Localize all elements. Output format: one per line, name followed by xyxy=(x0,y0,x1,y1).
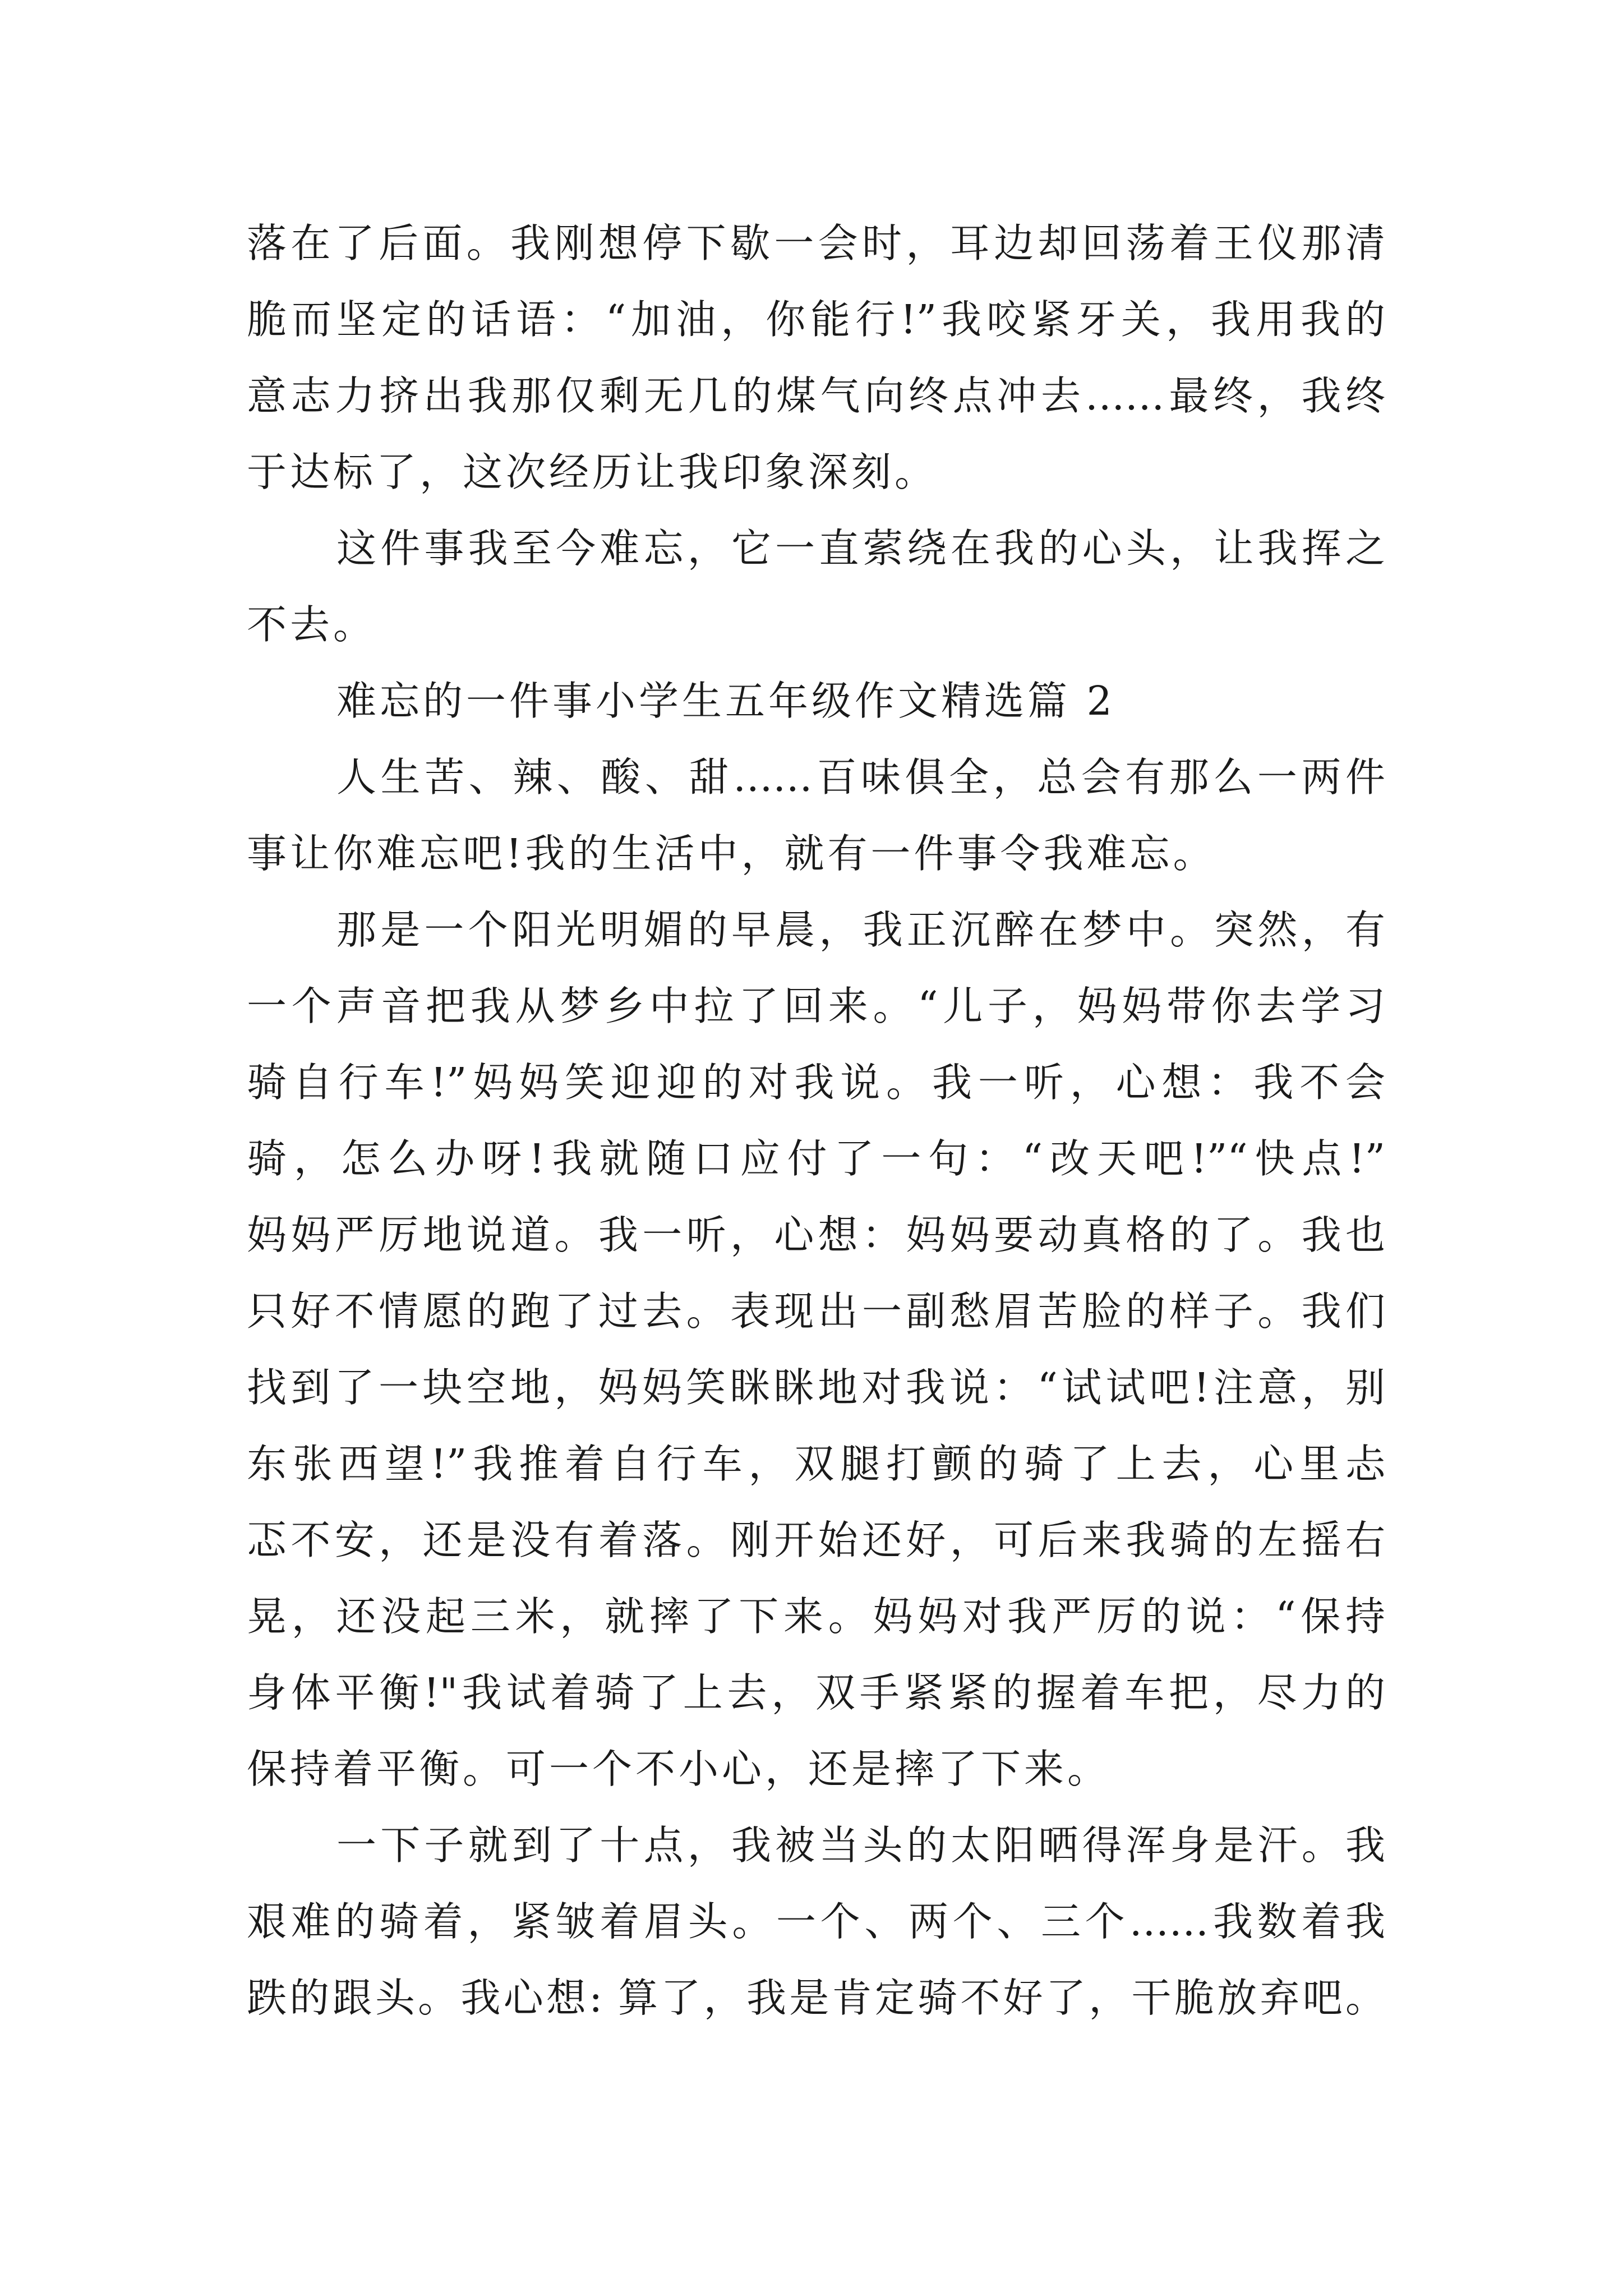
text-line: 找到了一块空地，妈妈笑眯眯地对我说：“试试吧!注意，别 xyxy=(247,1364,1385,1411)
text-line: 保持着平衡。可一个不小心，还是摔了下来。 xyxy=(247,1746,1111,1792)
text-line: 骑自行车!”妈妈笑迎迎的对我说。我一听，心想：我不会 xyxy=(247,1059,1385,1106)
text-line: 东张西望!”我推着自行车，双腿打颤的骑了上去，心里忐 xyxy=(247,1441,1385,1487)
text-line: 一个声音把我从梦乡中拉了回来。“儿子，妈妈带你去学习 xyxy=(247,983,1385,1029)
text-line: 忑不安，还是没有着落。刚开始还好，可后来我骑的左摇右 xyxy=(247,1517,1385,1563)
text-line: 意志力挤出我那仅剩无几的煤气向终点冲去……最终，我终 xyxy=(247,372,1385,419)
text-line: 这件事我至今难忘，它一直萦绕在我的心头，让我挥之 xyxy=(336,525,1385,572)
text-line: 一下子就到了十点，我被当头的太阳晒得浑身是汗。我 xyxy=(336,1822,1385,1869)
text-line: 骑，怎么办呀!我就随口应付了一句：“改天吧!”“快点!” xyxy=(247,1135,1385,1182)
text-line: 身体平衡!"我试着骑了上去，双手紧紧的握着车把，尽力的 xyxy=(247,1669,1385,1716)
text-line: 艰难的骑着，紧皱着眉头。一个、两个、三个……我数着我 xyxy=(247,1898,1385,1945)
section-heading: 难忘的一件事小学生五年级作文精选篇 2 xyxy=(336,678,1115,724)
text-line: 落在了后面。我刚想停下歇一会时，耳边却回荡着王仪那清 xyxy=(247,220,1385,266)
text-line: 人生苦、辣、酸、甜……百味俱全，总会有那么一两件 xyxy=(336,754,1385,800)
text-line: 妈妈严厉地说道。我一听，心想：妈妈要动真格的了。我也 xyxy=(247,1212,1385,1258)
text-line: 于达标了，这次经历让我印象深刻。 xyxy=(247,449,938,495)
text-line: 晃，还没起三米，就摔了下来。妈妈对我严厉的说：“保持 xyxy=(247,1593,1385,1640)
document-body xyxy=(247,205,1385,2036)
text-line: 不去。 xyxy=(247,601,377,648)
text-line: 脆而坚定的话语：“加油，你能行!”我咬紧牙关，我用我的 xyxy=(247,296,1385,343)
text-line: 跌的跟头。我心想: 算了，我是肯定骑不好了，干脆放弃吧。 xyxy=(247,1975,1385,2021)
text-line: 只好不情愿的跑了过去。表现出一副愁眉苦脸的样子。我们 xyxy=(247,1288,1385,1335)
text-line: 那是一个阳光明媚的早晨，我正沉醉在梦中。突然，有 xyxy=(336,907,1385,953)
text-line: 事让你难忘吧!我的生活中，就有一件事令我难忘。 xyxy=(247,830,1216,877)
